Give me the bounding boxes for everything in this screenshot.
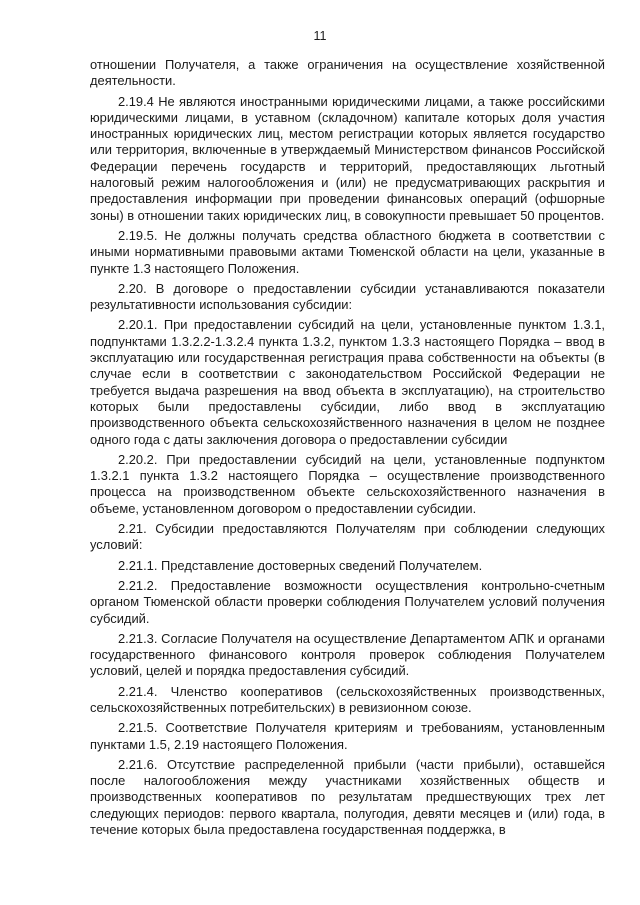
paragraph-2-21-3: 2.21.3. Согласие Получателя на осуществление Департаментом АПК и органами государственного финансового контроля проверок соблюдения Получателем условий, целей и порядка предоставления субсидий. [90,630,605,679]
paragraph-2-21-2: 2.21.2. Предоставление возможности осуществления контрольно-счетным органом Тюменской области проверки соблюдения Получателем условий получения субсидий. [90,577,605,626]
paragraph-2-20: 2.20. В договоре о предоставлении субсидии устанавливаются показатели результативности использования субсидии: [90,280,605,313]
paragraph-2-21-5: 2.21.5. Соответствие Получателя критериям и требованиям, установленным пунктами 1.5, 2.19 настоящего Положения. [90,720,605,752]
page-number: 11 [313,29,327,43]
paragraph-2-21-1: 2.21.1. Представление достоверных сведений Получателем. [118,557,483,573]
paragraph-2-20-1: 2.20.1. При предоставлении субсидий на цели, установленные пунктом 1.3.1, подпунктами 1.3.2.2-1.3.2.4 пункта 1.3.2, пунктом 1.3.3 настоящего Порядка – ввод в эксплуатацию или государственная регистрация права собственности на объекты (в случае если в соответствии с законодательством Российской Федерации не требуется выдача разрешения на ввод объекта в эксплуатацию), на строительство которых были предоставлены субсидии, либо ввод в эксплуатацию производственного объекта сельскохозяйственного назначения в целом не позднее одного года с даты заключения договора о предоставлении субсидии [90,317,605,447]
paragraph-2-19-4: 2.19.4 Не являются иностранными юридическими лицами, а также российскими юридическими лицами, в уставном (складочном) капитале которых доля участия иностранных юридических лиц, местом регистрации которых является государство или территория, включенные в утверждаемый Министерством финансов Российской Федерации перечень государств и территорий, предоставляющих льготный налоговый режим налогообложения и (или) не предусматривающих раскрытия и предоставления информации при проведении финансовых операций (офшорные зоны) в отношении таких юридических лиц, в совокупности превышает 50 процентов. [90,93,605,223]
paragraph-2-21-4: 2.21.4. Членство кооперативов (сельскохозяйственных производственных, сельскохозяйственных потребительских) в ревизионном союзе. [90,683,605,715]
paragraph-2-21-6: 2.21.6. Отсутствие распределенной прибыли (части прибыли), оставшейся после налогообложения между участниками хозяйственных обществ и производственных кооперативов по результатам предшествующих трех лет следующих периодов: первого квартала, полугодия, девяти месяцев и (или) года, в течение которых была предоставлена государственная поддержка, в [90,756,605,838]
paragraph-2-19-5: 2.19.5. Не должны получать средства областного бюджета в соответствии с иными нормативными правовыми актами Тюменской области на цели, указанные в пункте 1.3 настоящего Положения. [90,227,605,276]
paragraph-continuation: отношении Получателя, а также ограничения на осуществление хозяйственной деятельности. [90,57,605,89]
paragraph-2-20-2: 2.20.2. При предоставлении субсидий на цели, установленные подпунктом 1.3.2.1 пункта 1.3.2 настоящего Порядка – осуществление производственного процесса на производственном объекте сельскохозяйственного назначения в объеме, установленном договором о предоставлении субсидии. [90,451,605,516]
paragraph-2-21: 2.21. Субсидии предоставляются Получателям при соблюдении следующих условий: [90,521,605,553]
document-body [90,57,605,842]
